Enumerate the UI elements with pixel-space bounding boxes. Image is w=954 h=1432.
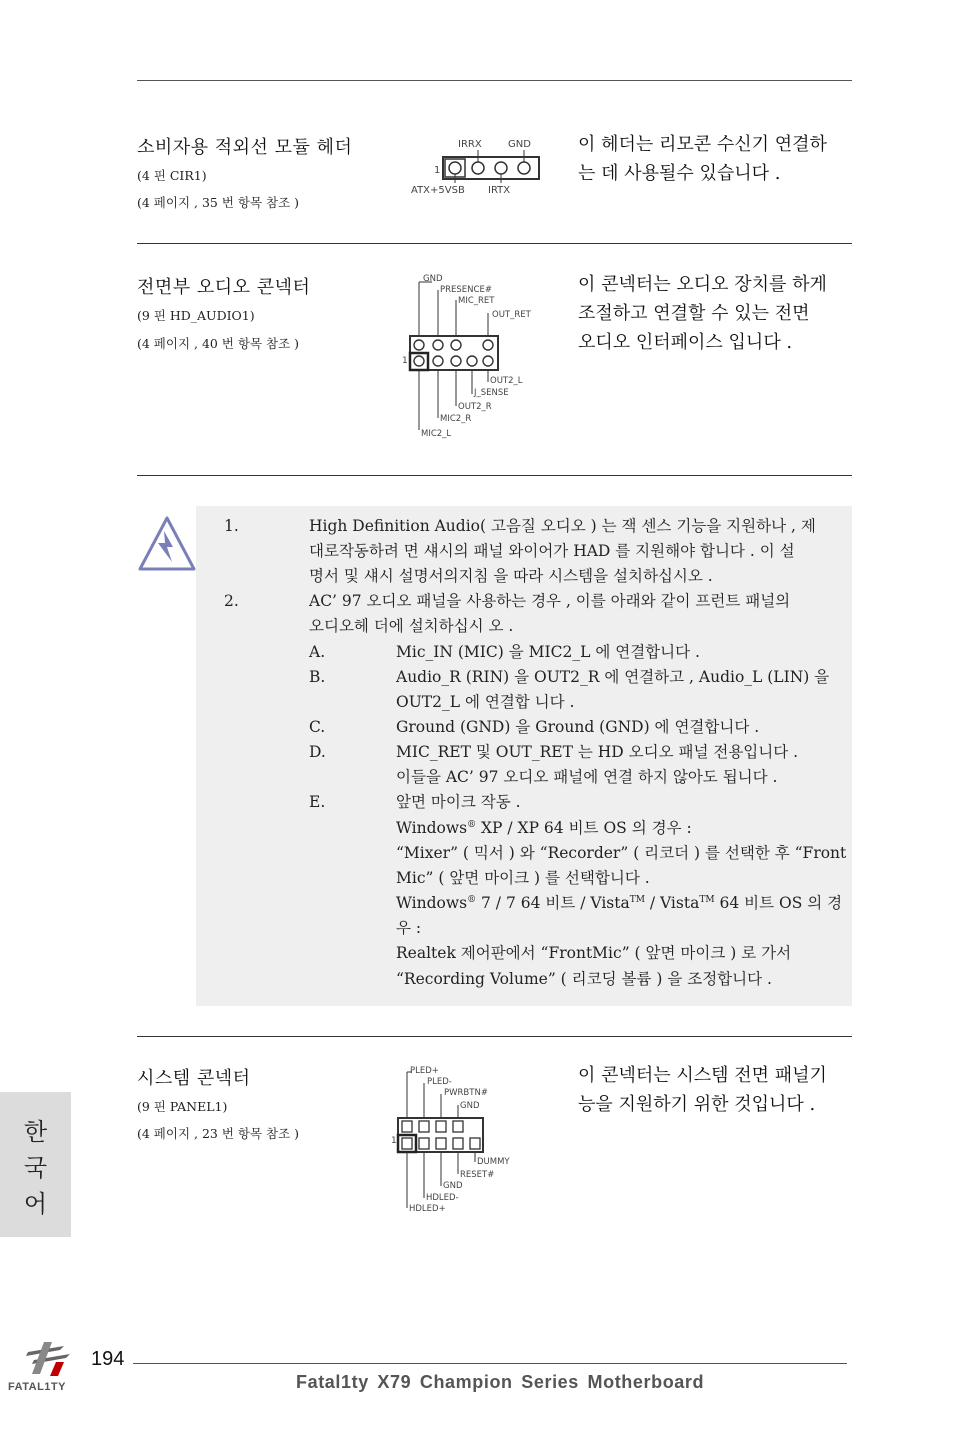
note-step-b-line-1: Audio_R (RIN) 을 OUT2_R 에 연결하고 , Audio_L (LIN) 을: [396, 668, 830, 686]
windows-label: Windows: [396, 894, 468, 912]
side-tab-char-1: 한: [23, 1118, 48, 1146]
note-step-c-text: Ground (GND) 을 Ground (GND) 에 연결합니다 .: [396, 718, 760, 736]
cir-label-irrx: IRRX: [458, 139, 482, 150]
note-item-2-line-2: 오디오헤 더에 설치하십시 오 .: [309, 617, 514, 635]
warning-lightning-icon: [136, 513, 198, 575]
audio-header-desc-1: 이 콘넥터는 오디오 장치를 하게: [578, 274, 827, 295]
cir-header-desc-1: 이 헤더는 리모콘 수신기 연결하: [578, 134, 827, 155]
panel-header-title: 시스템 콘넥터: [137, 1068, 251, 1089]
audio-header-diagram: [398, 270, 548, 442]
note-item-2-line-1: AC’ 97 오디오 패널을 사용하는 경우 , 이를 아래와 같이 프런트 패널의: [309, 592, 791, 610]
panel-label-gnd-bottom: GND: [443, 1181, 463, 1191]
note-step-e-line-5-a: 7 / 7 64 비트 / Vista: [476, 894, 630, 912]
footer-title: Fatal1ty X79 Champion Series Motherboard: [296, 1372, 705, 1392]
trademark-mark: TM: [699, 894, 715, 905]
note-step-e-line-5: [396, 891, 852, 916]
divider-3: [137, 1036, 852, 1037]
panel-label-pin1: 1: [391, 1136, 397, 1146]
audio-label-mic2-r: MIC2_R: [440, 414, 472, 424]
audio-header-pins: (9 핀 HD_AUDIO1): [137, 308, 255, 323]
cir-label-pin1: 1: [434, 165, 441, 176]
fatal1ty-logo-icon: [20, 1340, 80, 1378]
panel-header-desc-2: 능을 지원하기 위한 것입니다 .: [578, 1094, 816, 1115]
note-step-e-line-7: Realtek 제어판에서 “FrontMic” ( 앞면 마이크 ) 로 가서: [396, 944, 792, 962]
registered-mark: ®: [467, 894, 477, 905]
audio-label-out-ret: OUT_RET: [492, 310, 531, 320]
audio-header-title: 전면부 오디오 콘넥터: [137, 277, 311, 298]
audio-label-j-sense: J_SENSE: [474, 388, 509, 398]
note-item-2-number: 2.: [224, 592, 239, 610]
note-step-e-line-1: 앞면 마이크 작동 .: [396, 793, 521, 811]
note-step-c-letter: C.: [309, 718, 326, 736]
note-step-e-line-2: [396, 816, 852, 841]
panel-label-pled-plus: PLED+: [410, 1066, 439, 1076]
footer-rule: [133, 1363, 847, 1364]
cir-header-desc-2: 는 데 사용될수 있습니다 .: [578, 163, 781, 184]
note-item-1-line-3: 명서 및 섀시 설명서의지침 을 따라 시스템을 설치하십시오 .: [309, 567, 713, 585]
audio-header-ref: (4 페이지 , 40 번 항목 참조 ): [137, 336, 299, 351]
note-step-e-line-4: Mic” ( 앞면 마이크 ) 를 선택합니다 .: [396, 869, 650, 887]
cir-header-title: 소비자용 적외선 모듈 헤더: [137, 137, 353, 158]
note-item-1-number: 1.: [224, 517, 239, 535]
panel-label-hdled-minus: HDLED-: [426, 1193, 459, 1203]
cir-label-irtx: IRTX: [488, 185, 511, 196]
note-step-b-letter: B.: [309, 668, 326, 686]
audio-header-desc-3: 오디오 인터페이스 입니다 .: [578, 332, 793, 353]
note-step-e-line-8: “Recording Volume” ( 리코딩 볼륨 ) 을 조정합니다 .: [396, 970, 772, 988]
panel-header-diagram: [390, 1062, 530, 1214]
note-step-e-line-6: 우 :: [396, 919, 422, 937]
cir-label-atx5vsb: ATX+5VSB: [411, 185, 465, 196]
note-item-1-line-2: 대로작동하려 면 섀시의 패널 와이어가 HAD 를 지원해야 합니다 . 이 설: [309, 542, 795, 560]
panel-label-gnd-top: GND: [460, 1101, 480, 1111]
audio-label-out2-r: OUT2_R: [458, 402, 492, 412]
note-step-d-line-2: 이들을 AC’ 97 오디오 패널에 연결 하지 않아도 됩니다 .: [396, 768, 778, 786]
note-step-a-letter: A.: [309, 643, 326, 661]
panel-header-desc-1: 이 콘넥터는 시스템 전면 패널기: [578, 1065, 827, 1086]
cir-header-diagram: [408, 133, 548, 199]
page-number: 194: [91, 1348, 125, 1370]
audio-label-presence: PRESENCE#: [440, 285, 492, 295]
side-tab-char-3: 어: [23, 1190, 48, 1218]
note-step-e-line-5-c: 64 비트 OS 의 경: [714, 894, 843, 912]
note-step-d-letter: D.: [309, 743, 326, 761]
panel-label-pwrbtn: PWRBTN#: [444, 1088, 488, 1098]
note-step-d-line-1: MIC_RET 및 OUT_RET 는 HD 오디오 패널 전용입니다 .: [396, 743, 799, 761]
windows-label: Windows: [396, 819, 468, 837]
audio-header-desc-2: 조절하고 연결할 수 있는 전면: [578, 303, 810, 324]
panel-label-reset: RESET#: [460, 1170, 495, 1180]
panel-label-dummy: DUMMY: [477, 1157, 510, 1167]
note-item-1-line-1: High Definition Audio( 고음질 오디오 ) 는 잭 센스 기능을 지원하나 , 제: [309, 517, 816, 535]
note-step-a-text: Mic_IN (MIC) 을 MIC2_L 에 연결합니다 .: [396, 643, 700, 661]
divider-2: [137, 475, 852, 476]
note-step-e-letter: E.: [309, 793, 326, 811]
side-tab-char-2: 국: [23, 1154, 48, 1182]
cir-header-ref: (4 페이지 , 35 번 항목 참조 ): [137, 195, 299, 210]
audio-label-mic2-l: MIC2_L: [421, 429, 452, 439]
panel-header-ref: (4 페이지 , 23 번 항목 참조 ): [137, 1126, 299, 1141]
audio-label-out2-l: OUT2_L: [490, 376, 523, 386]
top-rule: [137, 80, 852, 81]
trademark-mark: TM: [629, 894, 645, 905]
audio-label-pin1: 1: [402, 356, 408, 366]
panel-label-pled-minus: PLED-: [427, 1077, 452, 1087]
fatal1ty-logo-text: FATAL1TY: [8, 1381, 66, 1393]
panel-header-pins: (9 핀 PANEL1): [137, 1099, 228, 1114]
cir-label-gnd: GND: [508, 139, 531, 150]
note-step-e-line-3: “Mixer” ( 믹서 ) 와 “Recorder” ( 리코더 ) 를 선택한 후 “Front: [396, 844, 847, 862]
cir-header-pins: (4 핀 CIR1): [137, 168, 207, 183]
registered-mark: ®: [467, 819, 477, 830]
panel-label-hdled-plus: HDLED+: [409, 1204, 446, 1214]
divider-1: [137, 243, 852, 244]
audio-label-gnd: GND: [423, 274, 443, 284]
note-step-e-line-5-b: / Vista: [644, 894, 700, 912]
note-step-e-line-2-rest: XP / XP 64 비트 OS 의 경우 :: [476, 819, 692, 837]
audio-label-mic-ret: MIC_RET: [458, 296, 495, 306]
note-step-b-line-2: OUT2_L 에 연결합 니다 .: [396, 693, 575, 711]
